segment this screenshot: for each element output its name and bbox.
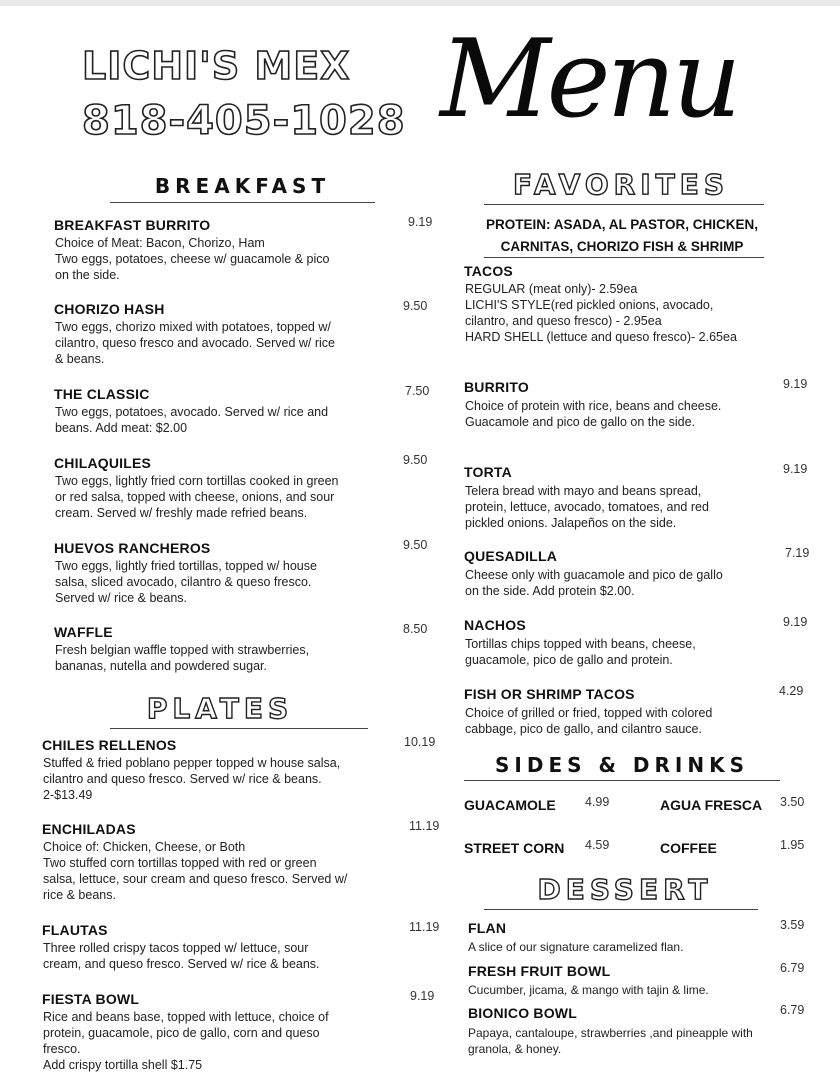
- item-name: BIONICO BOWL: [468, 1005, 577, 1021]
- item-name: CHILAQUILES: [54, 455, 152, 471]
- item-description: A slice of our signature caramelized flan.: [468, 940, 684, 954]
- item-price: 11.19: [409, 819, 440, 833]
- item-price: 8.50: [403, 622, 428, 636]
- item-name: FIESTA BOWL: [42, 991, 140, 1007]
- item-name: TACOS: [464, 263, 513, 279]
- item-description: Two eggs, lightly fried tortillas, topped w/ house salsa, sliced avocado, cilantro & queso fresco. Served w/ rice & beans.: [55, 559, 317, 605]
- item-description: Three rolled crispy tacos topped w/ lettuce, sour cream, and queso fresco. Served w/ rice & beans.: [43, 941, 320, 971]
- item-price: 4.29: [779, 684, 804, 698]
- phone-number: 818-405-1028: [82, 98, 406, 144]
- plates-heading: PLATES: [146, 692, 294, 725]
- item-price: 9.19: [783, 377, 808, 391]
- side-price: 4.59: [585, 838, 610, 852]
- side-price: 1.95: [780, 838, 805, 852]
- favorites-heading: FAVORITES: [512, 168, 730, 201]
- menu-page: [0, 6, 840, 1090]
- item-price: 9.19: [410, 989, 435, 1003]
- item-price: 3.59: [780, 918, 805, 932]
- item-price: 6.79: [780, 961, 805, 975]
- item-description: REGULAR (meat only)- 2.59ea LICHI'S STYLE(red pickled onions, avocado, cilantro, and queso fresco) - 2.95ea HARD SHELL (lettuce and queso fresco)- 2.65ea: [465, 282, 737, 344]
- plates-rule: [110, 728, 368, 729]
- item-name: CHILES RELLENOS: [42, 737, 177, 753]
- dessert-rule: [484, 909, 758, 910]
- item-description: Fresh belgian waffle topped with strawberries, bananas, nutella and powdered sugar.: [55, 643, 310, 673]
- breakfast-rule: [110, 202, 375, 203]
- protein-options: [462, 214, 782, 258]
- breakfast-heading: BREAKFAST: [154, 174, 331, 198]
- item-price: 9.50: [403, 299, 428, 313]
- item-name: HUEVOS RANCHEROS: [54, 540, 211, 556]
- item-name: FRESH FRUIT BOWL: [468, 963, 611, 979]
- side-name: AGUA FRESCA: [660, 797, 763, 813]
- item-name: BREAKFAST BURRITO: [54, 217, 211, 233]
- protein-line: PROTEIN: ASADA, AL PASTOR, CHICKEN,: [485, 217, 759, 232]
- item-price: 9.19: [783, 462, 808, 476]
- item-description: Papaya, cantaloupe, strawberries ,and pineapple with granola, & honey.: [468, 1026, 753, 1056]
- side-price: 3.50: [780, 795, 805, 809]
- item-price: 9.19: [408, 215, 433, 229]
- item-name: WAFFLE: [54, 624, 113, 640]
- item-price: 9.50: [403, 453, 428, 467]
- dessert-heading: DESSERT: [537, 873, 713, 906]
- item-description: Two eggs, chorizo mixed with potatoes, topped w/ cilantro, queso fresco and avocado. Served w/ rice & beans.: [55, 320, 336, 366]
- item-description: Two eggs, lightly fried corn tortillas cooked in green or red salsa, topped with cheese, onions, and sour cream. Served w/ freshly made refried beans.: [55, 474, 339, 520]
- item-name: FLAN: [468, 920, 507, 936]
- item-description: Telera bread with mayo and beans spread, protein, lettuce, avocado, tomatoes, and red pickled onions. Jalapeños on the side.: [465, 484, 709, 530]
- side-price: 4.99: [585, 795, 610, 809]
- favorites-rule-bottom: [484, 257, 764, 258]
- item-description: Choice of grilled or fried, topped with colored cabbage, pico de gallo, and cilantro sauce.: [465, 706, 713, 736]
- item-description: Choice of protein with rice, beans and cheese. Guacamole and pico de gallo on the side.: [465, 399, 722, 429]
- side-name: GUACAMOLE: [464, 797, 556, 813]
- sides-rule: [464, 780, 780, 781]
- side-name: STREET CORN: [464, 840, 565, 856]
- protein-line: CARNITAS, CHORIZO FISH & SHRIMP: [500, 239, 744, 254]
- item-name: FISH OR SHRIMP TACOS: [464, 686, 635, 702]
- item-description: Cheese only with guacamole and pico de gallo on the side. Add protein $2.00.: [465, 568, 723, 598]
- item-description: Rice and beans base, topped with lettuce, choice of protein, guacamole, pico de gallo, corn and queso fresco. Add crispy tortilla shell $1.75: [43, 1010, 329, 1072]
- item-name: CHORIZO HASH: [54, 301, 165, 317]
- item-price: 7.50: [405, 384, 430, 398]
- item-price: 9.19: [783, 615, 808, 629]
- item-name: ENCHILADAS: [42, 821, 136, 837]
- item-description: Cucumber, jicama, & mango with tajin & lime.: [468, 983, 709, 997]
- sides-drinks-heading: SIDES & DRINKS: [495, 753, 749, 777]
- item-price: 9.50: [403, 538, 428, 552]
- item-price: 10.19: [404, 735, 436, 749]
- item-name: NACHOS: [464, 617, 526, 633]
- item-description: Two eggs, potatoes, avocado. Served w/ rice and beans. Add meat: $2.00: [55, 405, 329, 435]
- item-description: Choice of: Chicken, Cheese, or Both Two stuffed corn tortillas topped with red or green salsa, lettuce, sour cream and queso fresco. Served w/ rice & beans.: [43, 840, 348, 902]
- item-price: 11.19: [409, 920, 440, 934]
- item-description: Tortillas chips topped with beans, cheese, guacamole, pico de gallo and protein.: [465, 637, 696, 667]
- menu-script-title: Menu: [440, 17, 738, 142]
- item-name: QUESADILLA: [464, 548, 557, 564]
- item-name: THE CLASSIC: [54, 386, 150, 402]
- item-description: Choice of Meat: Bacon, Chorizo, Ham Two eggs, potatoes, cheese w/ guacamole & pico on the side.: [55, 236, 330, 282]
- item-price: 6.79: [780, 1003, 805, 1017]
- item-name: FLAUTAS: [42, 922, 108, 938]
- side-name: COFFEE: [660, 840, 717, 856]
- restaurant-name: LICHI'S MEX: [82, 44, 351, 88]
- item-name: TORTA: [464, 464, 512, 480]
- item-description: Stuffed & fried poblano pepper topped w house salsa, cilantro and queso fresco. Served w/ rice & beans. 2-$13.49: [43, 756, 341, 802]
- favorites-rule-top: [484, 204, 764, 205]
- item-name: BURRITO: [464, 379, 529, 395]
- item-price: 7.19: [785, 546, 810, 560]
